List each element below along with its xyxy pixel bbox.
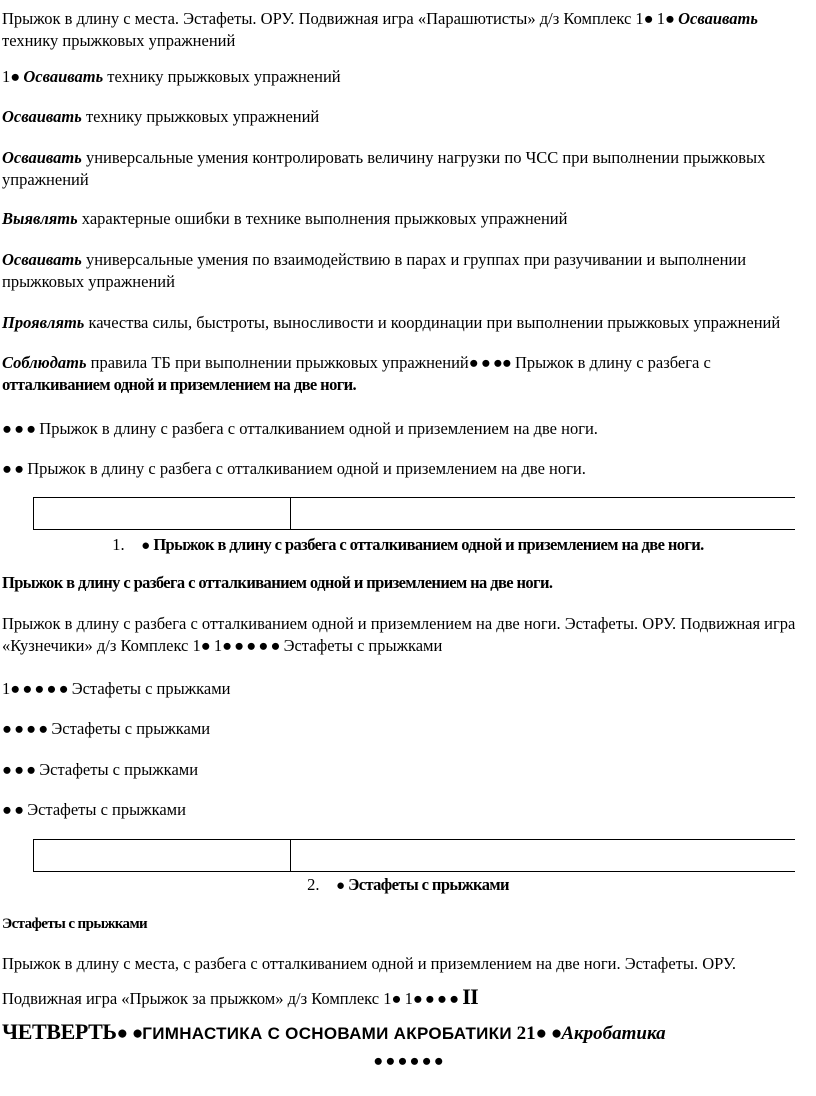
bullet-icon: ● ● ● ● ● [222, 636, 280, 655]
bullet-icon: ● ● ● ● [412, 989, 459, 1008]
paragraph-lesson-3-game: Подвижная игра «Прыжок за прыжком» д/з Комплекс 1● 1● ● ● ● II [2, 984, 479, 1009]
bullet-icon: ● ● ● ● [2, 719, 48, 738]
paragraph-skill-5: Осваивать универсальные умения по взаимодействию в парах и группах при разучивании и выполнении прыжковых упражнений [2, 250, 747, 291]
bullet-icon: ● ● ● ● ● [10, 679, 68, 698]
emphasis-verb: Проявлять [2, 313, 85, 332]
bullet-icon: ● [116, 1023, 128, 1044]
table-column-divider [290, 498, 291, 529]
paragraph-relay-2: ● ● ● ● Эстафеты с прыжками [2, 719, 211, 738]
table-empty-2 [33, 839, 795, 872]
bullet-icon: ● [643, 9, 653, 28]
bullet-icon: ● [200, 636, 210, 655]
emphasis-verb: Осваивать [23, 67, 104, 86]
emphasis-verb: Осваивать [2, 250, 82, 269]
paragraph-skill-3: Осваивать универсальные умения контролировать величину нагрузки по ЧСС при выполнении прыжковых упражнений [2, 148, 766, 189]
bullet-icon: ● ● ● ● ● ● [373, 1051, 443, 1070]
paragraph-jump-2: ● ● Прыжок в длину с разбега с отталкиванием одной и приземлением на две ноги. [2, 459, 586, 478]
trailing-bullets [0, 1050, 816, 1072]
emphasis-verb: Осваивать [2, 148, 82, 167]
section-heading: ЧЕТВЕРТЬ● ●ГИМНАСТИКА С ОСНОВАМИ АКРОБАТИКИ 21● ●Акробатика [2, 1019, 666, 1044]
table-empty-1 [33, 497, 795, 530]
bullet-icon: ● [391, 989, 401, 1008]
bullet-icon: ● [335, 878, 345, 894]
heading-relay: Эстафеты с прыжками [2, 916, 148, 932]
table-column-divider [290, 840, 291, 871]
paragraph-skill-6: Проявлять качества силы, быстроты, выносливости и координации при выполнении прыжковых упражнений [2, 313, 781, 332]
bullet-icon: ● [10, 67, 20, 86]
bullet-icon: ● ● [2, 459, 24, 478]
emphasis-verb: Осваивать [2, 107, 82, 126]
bullet-icon: ● [131, 1023, 143, 1044]
paragraph-relay-1: 1● ● ● ● ● Эстафеты с прыжками [2, 679, 231, 698]
bullet-icon: ● ● ●● [468, 353, 511, 372]
paragraph-lesson-1: Прыжок в длину с места. Эстафеты. ОРУ. Подвижная игра «Парашютисты» д/з Комплекс 1● 1● Осваивать технику прыжковых упражнений [2, 9, 758, 50]
bullet-icon: ● [141, 538, 150, 554]
bullet-icon: ● ● [2, 800, 24, 819]
paragraph-skill-7: Соблюдать правила ТБ при выполнении прыжковых упражнений● ● ●● Прыжок в длину с разбега с отталкиванием одной и приземлением на две ноги. [2, 353, 711, 394]
numbered-item-2: 2. ● Эстафеты с прыжками [307, 875, 509, 894]
emphasis-verb: Соблюдать [2, 353, 87, 372]
paragraph-skill-2: Осваивать технику прыжковых упражнений [2, 107, 320, 126]
paragraph-skill-1: 1● Осваивать технику прыжковых упражнений [2, 67, 341, 86]
emphasis-verb: Осваивать [678, 9, 758, 28]
bullet-icon: ● [664, 9, 674, 28]
paragraph-lesson-3: Прыжок в длину с места, с разбега с отталкиванием одной и приземлением на две ноги. Эстафеты. ОРУ. [2, 954, 737, 973]
heading-jump: Прыжок в длину с разбега с отталкиванием одной и приземлением на две ноги. [2, 573, 553, 592]
paragraph-skill-4: Выявлять характерные ошибки в технике выполнения прыжковых упражнений [2, 209, 568, 228]
emphasis-verb: Выявлять [2, 209, 78, 228]
bullet-icon: ● [535, 1023, 547, 1044]
paragraph-jump-1: ● ● ● Прыжок в длину с разбега с отталкиванием одной и приземлением на две ноги. [2, 419, 598, 438]
paragraph-relay-4: ● ● Эстафеты с прыжками [2, 800, 186, 819]
paragraph-relay-3: ● ● ● Эстафеты с прыжками [2, 760, 199, 779]
bullet-icon: ● [550, 1023, 562, 1044]
bullet-icon: ● ● ● [2, 419, 36, 438]
numbered-item-1: 1. ● Прыжок в длину с разбега с отталкиванием одной и приземлением на две ноги. [112, 535, 704, 554]
paragraph-lesson-2: Прыжок в длину с разбега с отталкиванием одной и приземлением на две ноги. Эстафеты. ОРУ. Подвижная игра «Кузнечики» д/з Комплекс 1● 1● ● ● ● ● Эстафеты с прыжками [2, 614, 796, 655]
bullet-icon: ● ● ● [2, 760, 36, 779]
